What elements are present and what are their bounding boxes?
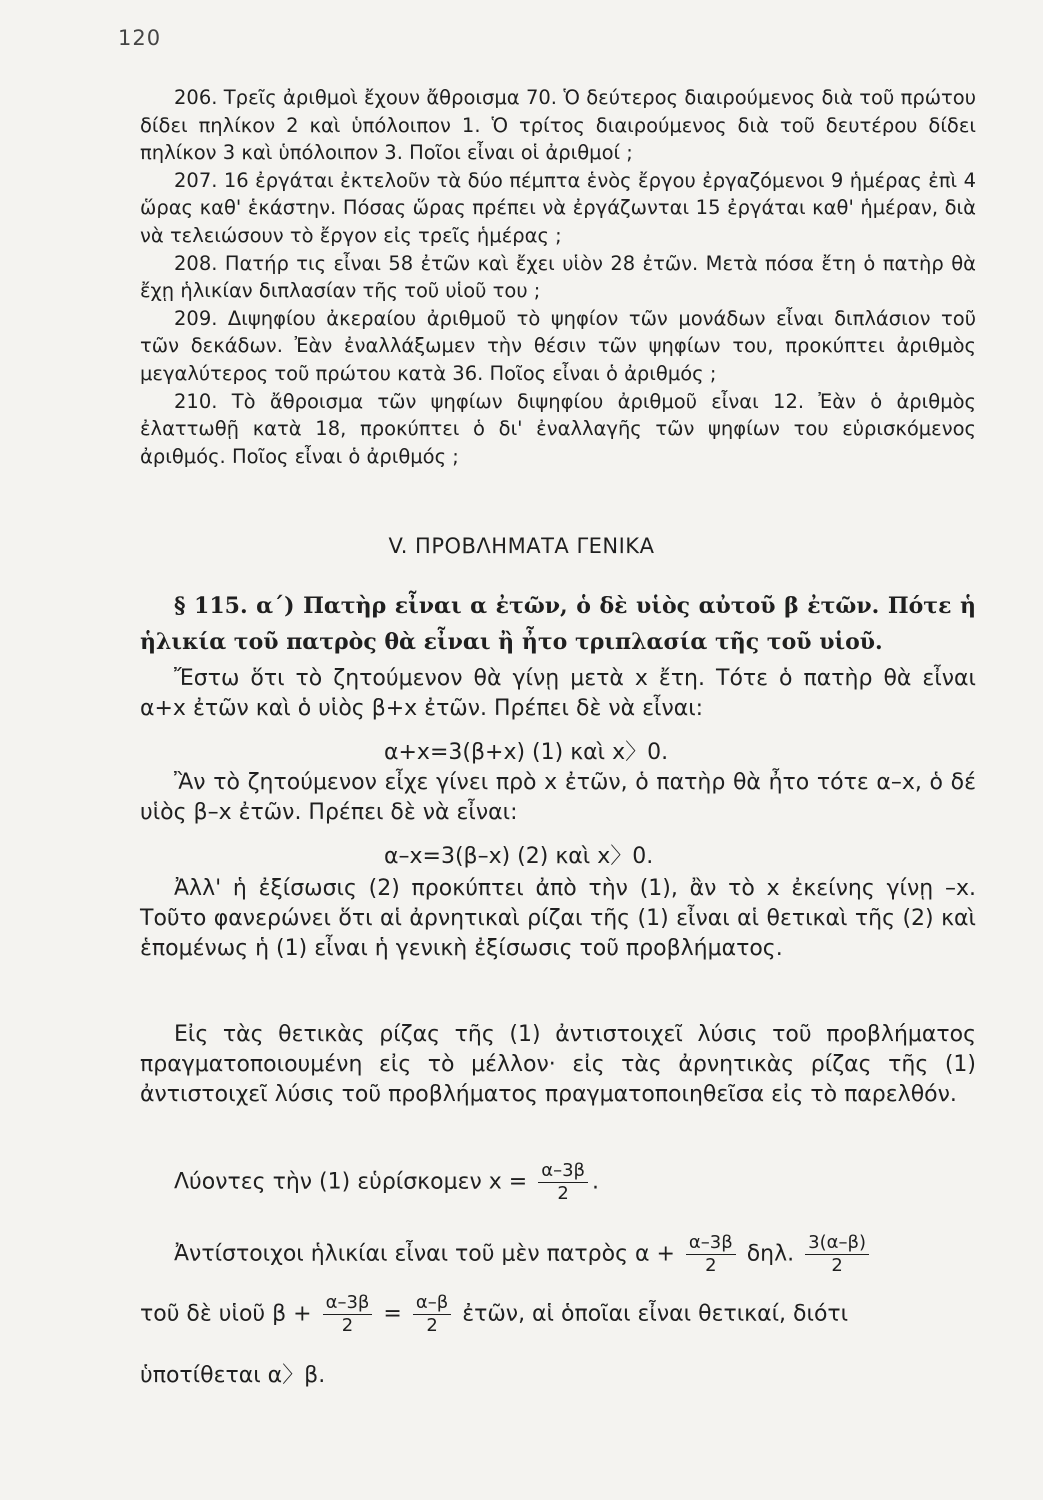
fraction-denominator: 2 bbox=[341, 1315, 354, 1336]
problem-list bbox=[140, 84, 976, 470]
ages-line bbox=[174, 1232, 873, 1277]
ages-text: Ἀντίστοιχοι ἡλικίαι εἶναι τοῦ μὲν πατρὸς α + bbox=[174, 1241, 675, 1267]
paragraph-4: Εἰς τὰς θετικὰς ρίζας τῆς (1) ἀντιστοιχεῖ λύσις τοῦ προβλήματος πραγματοποιουμένη εἰς τὸ μέλλον· εἰς τὰς ἀρνητικὰς ρίζας τῆς (1) ἀντιστοιχεῖ λύσις τοῦ προβλήματος πραγματοποιηθεῖσα εἰς τὸ παρελθόν. bbox=[140, 1022, 976, 1107]
paragraph-2-block bbox=[140, 768, 976, 828]
son-tail-text: ἐτῶν, αἱ ὁποῖαι εἶναι θετικαί, διότι bbox=[462, 1301, 849, 1327]
section-title: V. ΠΡΟΒΛΗΜΑΤΑ ΓΕΝΙΚΑ bbox=[388, 534, 655, 558]
fraction-numerator: 3(α–β) bbox=[805, 1232, 869, 1255]
paragraph-2: Ἂν τὸ ζητούμενον εἶχε γίνει πρὸ x ἐτῶν, ὁ πατὴρ θὰ ἦτο τότε α–x, ὁ δέ υἱὸς β–x ἐτῶν. Πρέπει δὲ νὰ εἶναι: bbox=[140, 770, 976, 825]
son-fraction-1 bbox=[323, 1292, 373, 1337]
equation-1: α+x=3(β+x) (1) καὶ x〉0. bbox=[384, 740, 669, 765]
problem-210: 210. Τὸ ἄθροισμα τῶν ψηφίων διψηφίου ἀριθμοῦ εἶναι 12. Ἐὰν ὁ ἀριθμὸς ἐλαττωθῇ κατὰ 18, προκύπτει ὁ δι' ἐναλλαγῆς τῶν ψηφίων του εὑρισκόμενος ἀριθμός. Ποῖος εἶναι ὁ ἀριθμός ; bbox=[140, 389, 976, 468]
solution-text: Λύοντες τὴν (1) εὑρίσκομεν x = bbox=[174, 1169, 528, 1195]
solution-fraction bbox=[538, 1160, 588, 1205]
problem-207: 207. 16 ἐργάται ἐκτελοῦν τὰ δύο πέμπτα ἑνὸς ἔργου ἐργαζόμενοι 9 ἡμέρας ἐπὶ 4 ὥρας καθ' ἑκάστην. Πόσας ὥρας πρέπει νὰ ἐργάζωνται 15 ἐργάται καθ' ἡμέραν, διὰ νὰ τελειώσουν τὸ ἔργον εἰς τρεῖς ἡμέρας ; bbox=[140, 168, 976, 247]
theorem-statement: § 115. α΄) Πατὴρ εἶναι α ἐτῶν, ὁ δὲ υἱὸς αὐτοῦ β ἐτῶν. Πότε ἡ ἡλικία τοῦ πατρὸς θὰ εἶναι ἢ ἦτο τριπλασία τῆς τοῦ υἱοῦ. bbox=[140, 593, 976, 655]
fraction-denominator: 2 bbox=[426, 1315, 438, 1336]
fraction-denominator: 2 bbox=[557, 1183, 569, 1204]
problem-206: 206. Τρεῖς ἀριθμοὶ ἔχουν ἄθροισμα 70. Ὁ δεύτερος διαιρούμενος διὰ τοῦ πρώτου δίδει πηλίκον 2 καὶ ὑπόλοιπον 1. Ὁ τρίτος διαιρούμενος διὰ τοῦ δευτέρου δίδει πηλίκον 3 καὶ ὑπόλοιπον 3. Ποῖοι εἶναι οἱ ἀριθμοί ; bbox=[140, 86, 976, 165]
solution-line: Λύοντες τὴν (1) εὑρίσκομεν x = $\frac{\alpha-3\beta}{2}$ . bbox=[174, 1160, 600, 1204]
paragraph-4-block bbox=[140, 1020, 976, 1110]
fraction-denominator: 2 bbox=[705, 1255, 717, 1276]
problem-208: 208. Πατήρ τις εἶναι 58 ἐτῶν καὶ ἔχει υἱὸν 28 ἐτῶν. Μετὰ πόσα ἔτη ὁ πατὴρ θὰ ἔχῃ ἡλικίαν διπλασίαν τῆς τοῦ υἱοῦ του ; bbox=[140, 251, 976, 303]
equation-2: α–x=3(β–x) (2) καὶ x〉0. bbox=[384, 844, 654, 869]
paragraph-3: Ἀλλ' ἡ ἐξίσωσις (2) προκύπτει ἀπὸ τὴν (1), ἂν τὸ x ἐκείνης γίνῃ –x. Τοῦτο φανερώνει ὅτι αἱ ἀρνητικαὶ ρίζαι τῆς (1) εἶναι αἱ θετικαὶ τῆς (2) καὶ ἑπομένως ἡ (1) εἶναι ἡ γενικὴ ἐξίσωσις τοῦ προβλήματος. bbox=[140, 876, 976, 961]
paragraph-1-block bbox=[140, 664, 976, 724]
son-fraction-2 bbox=[413, 1292, 451, 1337]
ages-fraction-2 bbox=[805, 1232, 869, 1277]
fraction-numerator: α–3β bbox=[323, 1292, 373, 1315]
ages-mid-text: δηλ. bbox=[746, 1241, 795, 1267]
paragraph-3-block bbox=[140, 874, 976, 964]
ages-fraction-1 bbox=[686, 1232, 736, 1277]
fraction-numerator: α–3β bbox=[538, 1160, 588, 1183]
fraction-numerator: α–3β bbox=[686, 1232, 736, 1255]
paragraph-1: Ἔστω ὅτι τὸ ζητούμενον θὰ γίνῃ μετὰ x ἔτη. Τότε ὁ πατὴρ θὰ εἶναι α+x ἐτῶν καὶ ὁ υἱὸς β+x ἐτῶν. Πρέπει δὲ νὰ εἶναι: bbox=[140, 666, 976, 721]
fraction-denominator: 2 bbox=[831, 1255, 843, 1276]
son-text: τοῦ δὲ υἱοῦ β + bbox=[140, 1301, 312, 1327]
page-number: 120 bbox=[118, 26, 162, 50]
son-age-line bbox=[140, 1292, 848, 1337]
problem-209: 209. Διψηφίου ἀκεραίου ἀριθμοῦ τὸ ψηφίον τῶν μονάδων εἶναι διπλάσιον τοῦ τῶν δεκάδων. Ἐὰν ἐναλλάξωμεν τὴν θέσιν τῶν ψηφίων του, προκύπτει ἀριθμὸς μεγαλύτερος τοῦ πρώτου κατὰ 36. Ποῖος εἶναι ὁ ἀριθμός ; bbox=[140, 306, 976, 385]
equals-sign: = bbox=[383, 1301, 402, 1327]
last-line: ὑποτίθεται α〉β. bbox=[140, 1363, 326, 1388]
fraction-numerator: α–β bbox=[413, 1292, 451, 1315]
